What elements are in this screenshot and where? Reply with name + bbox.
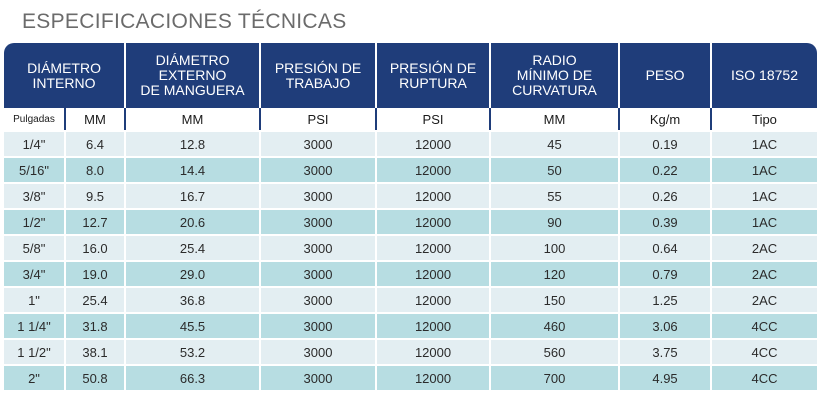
header-diametro-externo: DIÁMETRO EXTERNO DE MANGUERA xyxy=(125,43,260,108)
table-row xyxy=(4,183,817,209)
table-cell: 3.06 xyxy=(619,313,711,339)
table-cell: 12000 xyxy=(376,209,490,235)
table-cell: 53.2 xyxy=(125,339,260,365)
table-cell: 1.25 xyxy=(619,287,711,313)
table-row xyxy=(4,235,817,261)
table-cell: 2" xyxy=(4,365,65,390)
specs-table-container xyxy=(4,43,817,390)
table-cell: 1 1/4" xyxy=(4,313,65,339)
unit-cell: Tipo xyxy=(711,108,817,131)
table-row xyxy=(4,209,817,235)
table-cell: 0.39 xyxy=(619,209,711,235)
table-row xyxy=(4,131,817,157)
table-cell: 25.4 xyxy=(65,287,125,313)
table-cell: 5/8" xyxy=(4,235,65,261)
header-peso: PESO xyxy=(619,43,711,108)
table-cell: 50 xyxy=(490,157,619,183)
table-cell: 3/8" xyxy=(4,183,65,209)
table-cell: 4.95 xyxy=(619,365,711,390)
table-row xyxy=(4,313,817,339)
table-cell: 0.22 xyxy=(619,157,711,183)
table-cell: 0.26 xyxy=(619,183,711,209)
unit-cell: Kg/m xyxy=(619,108,711,131)
table-cell: 50.8 xyxy=(65,365,125,390)
table-body xyxy=(4,131,817,390)
table-cell: 55 xyxy=(490,183,619,209)
table-row xyxy=(4,157,817,183)
table-cell: 9.5 xyxy=(65,183,125,209)
units-row xyxy=(4,108,817,131)
table-cell: 0.79 xyxy=(619,261,711,287)
table-cell: 4CC xyxy=(711,365,817,390)
table-cell: 100 xyxy=(490,235,619,261)
table-cell: 3.75 xyxy=(619,339,711,365)
header-presion-ruptura: PRESIÓN DE RUPTURA xyxy=(376,43,490,108)
table-cell: 14.4 xyxy=(125,157,260,183)
table-cell: 1AC xyxy=(711,183,817,209)
header-row xyxy=(4,43,817,108)
header-presion-trabajo: PRESIÓN DE TRABAJO xyxy=(260,43,376,108)
header-iso: ISO 18752 xyxy=(711,43,817,108)
table-cell: 12.8 xyxy=(125,131,260,157)
table-cell: 1/2" xyxy=(4,209,65,235)
table-cell: 1 1/2" xyxy=(4,339,65,365)
table-cell: 90 xyxy=(490,209,619,235)
table-cell: 12000 xyxy=(376,365,490,390)
table-cell: 25.4 xyxy=(125,235,260,261)
table-cell: 120 xyxy=(490,261,619,287)
table-row xyxy=(4,339,817,365)
table-cell: 700 xyxy=(490,365,619,390)
table-cell: 8.0 xyxy=(65,157,125,183)
table-cell: 3/4" xyxy=(4,261,65,287)
unit-cell: MM xyxy=(490,108,619,131)
table-cell: 45.5 xyxy=(125,313,260,339)
page-title: ESPECIFICACIONES TÉCNICAS xyxy=(22,10,347,33)
table-cell: 12000 xyxy=(376,287,490,313)
table-cell: 560 xyxy=(490,339,619,365)
table-cell: 29.0 xyxy=(125,261,260,287)
table-cell: 1" xyxy=(4,287,65,313)
table-cell: 12000 xyxy=(376,339,490,365)
unit-cell: Pulgadas xyxy=(4,108,65,131)
specs-table xyxy=(4,43,817,390)
table-cell: 5/16" xyxy=(4,157,65,183)
table-cell: 45 xyxy=(490,131,619,157)
table-row xyxy=(4,365,817,390)
table-cell: 12000 xyxy=(376,261,490,287)
table-cell: 12.7 xyxy=(65,209,125,235)
header-radio-curvatura: RADIO MÍNIMO DE CURVATURA xyxy=(490,43,619,108)
table-cell: 460 xyxy=(490,313,619,339)
table-cell: 36.8 xyxy=(125,287,260,313)
table-cell: 2AC xyxy=(711,261,817,287)
header-diametro-interno: DIÁMETRO INTERNO xyxy=(4,43,125,108)
table-cell: 0.19 xyxy=(619,131,711,157)
table-row xyxy=(4,287,817,313)
table-cell: 31.8 xyxy=(65,313,125,339)
table-cell: 3000 xyxy=(260,157,376,183)
table-cell: 3000 xyxy=(260,183,376,209)
table-cell: 12000 xyxy=(376,157,490,183)
table-cell: 150 xyxy=(490,287,619,313)
unit-cell: PSI xyxy=(376,108,490,131)
table-cell: 4CC xyxy=(711,313,817,339)
table-cell: 20.6 xyxy=(125,209,260,235)
table-cell: 3000 xyxy=(260,287,376,313)
table-cell: 3000 xyxy=(260,209,376,235)
table-cell: 4CC xyxy=(711,339,817,365)
table-cell: 3000 xyxy=(260,365,376,390)
table-cell: 19.0 xyxy=(65,261,125,287)
table-cell: 12000 xyxy=(376,313,490,339)
table-cell: 3000 xyxy=(260,313,376,339)
table-cell: 3000 xyxy=(260,131,376,157)
table-cell: 38.1 xyxy=(65,339,125,365)
unit-cell: MM xyxy=(65,108,125,131)
table-cell: 3000 xyxy=(260,235,376,261)
table-cell: 66.3 xyxy=(125,365,260,390)
table-cell: 1AC xyxy=(711,157,817,183)
unit-cell: PSI xyxy=(260,108,376,131)
table-cell: 16.7 xyxy=(125,183,260,209)
table-cell: 0.64 xyxy=(619,235,711,261)
table-cell: 3000 xyxy=(260,339,376,365)
table-cell: 6.4 xyxy=(65,131,125,157)
table-cell: 16.0 xyxy=(65,235,125,261)
table-cell: 12000 xyxy=(376,235,490,261)
table-cell: 2AC xyxy=(711,287,817,313)
table-cell: 12000 xyxy=(376,131,490,157)
table-cell: 12000 xyxy=(376,183,490,209)
table-row xyxy=(4,261,817,287)
table-cell: 1/4" xyxy=(4,131,65,157)
table-cell: 1AC xyxy=(711,209,817,235)
table-cell: 2AC xyxy=(711,235,817,261)
unit-cell: MM xyxy=(125,108,260,131)
table-cell: 3000 xyxy=(260,261,376,287)
table-cell: 1AC xyxy=(711,131,817,157)
